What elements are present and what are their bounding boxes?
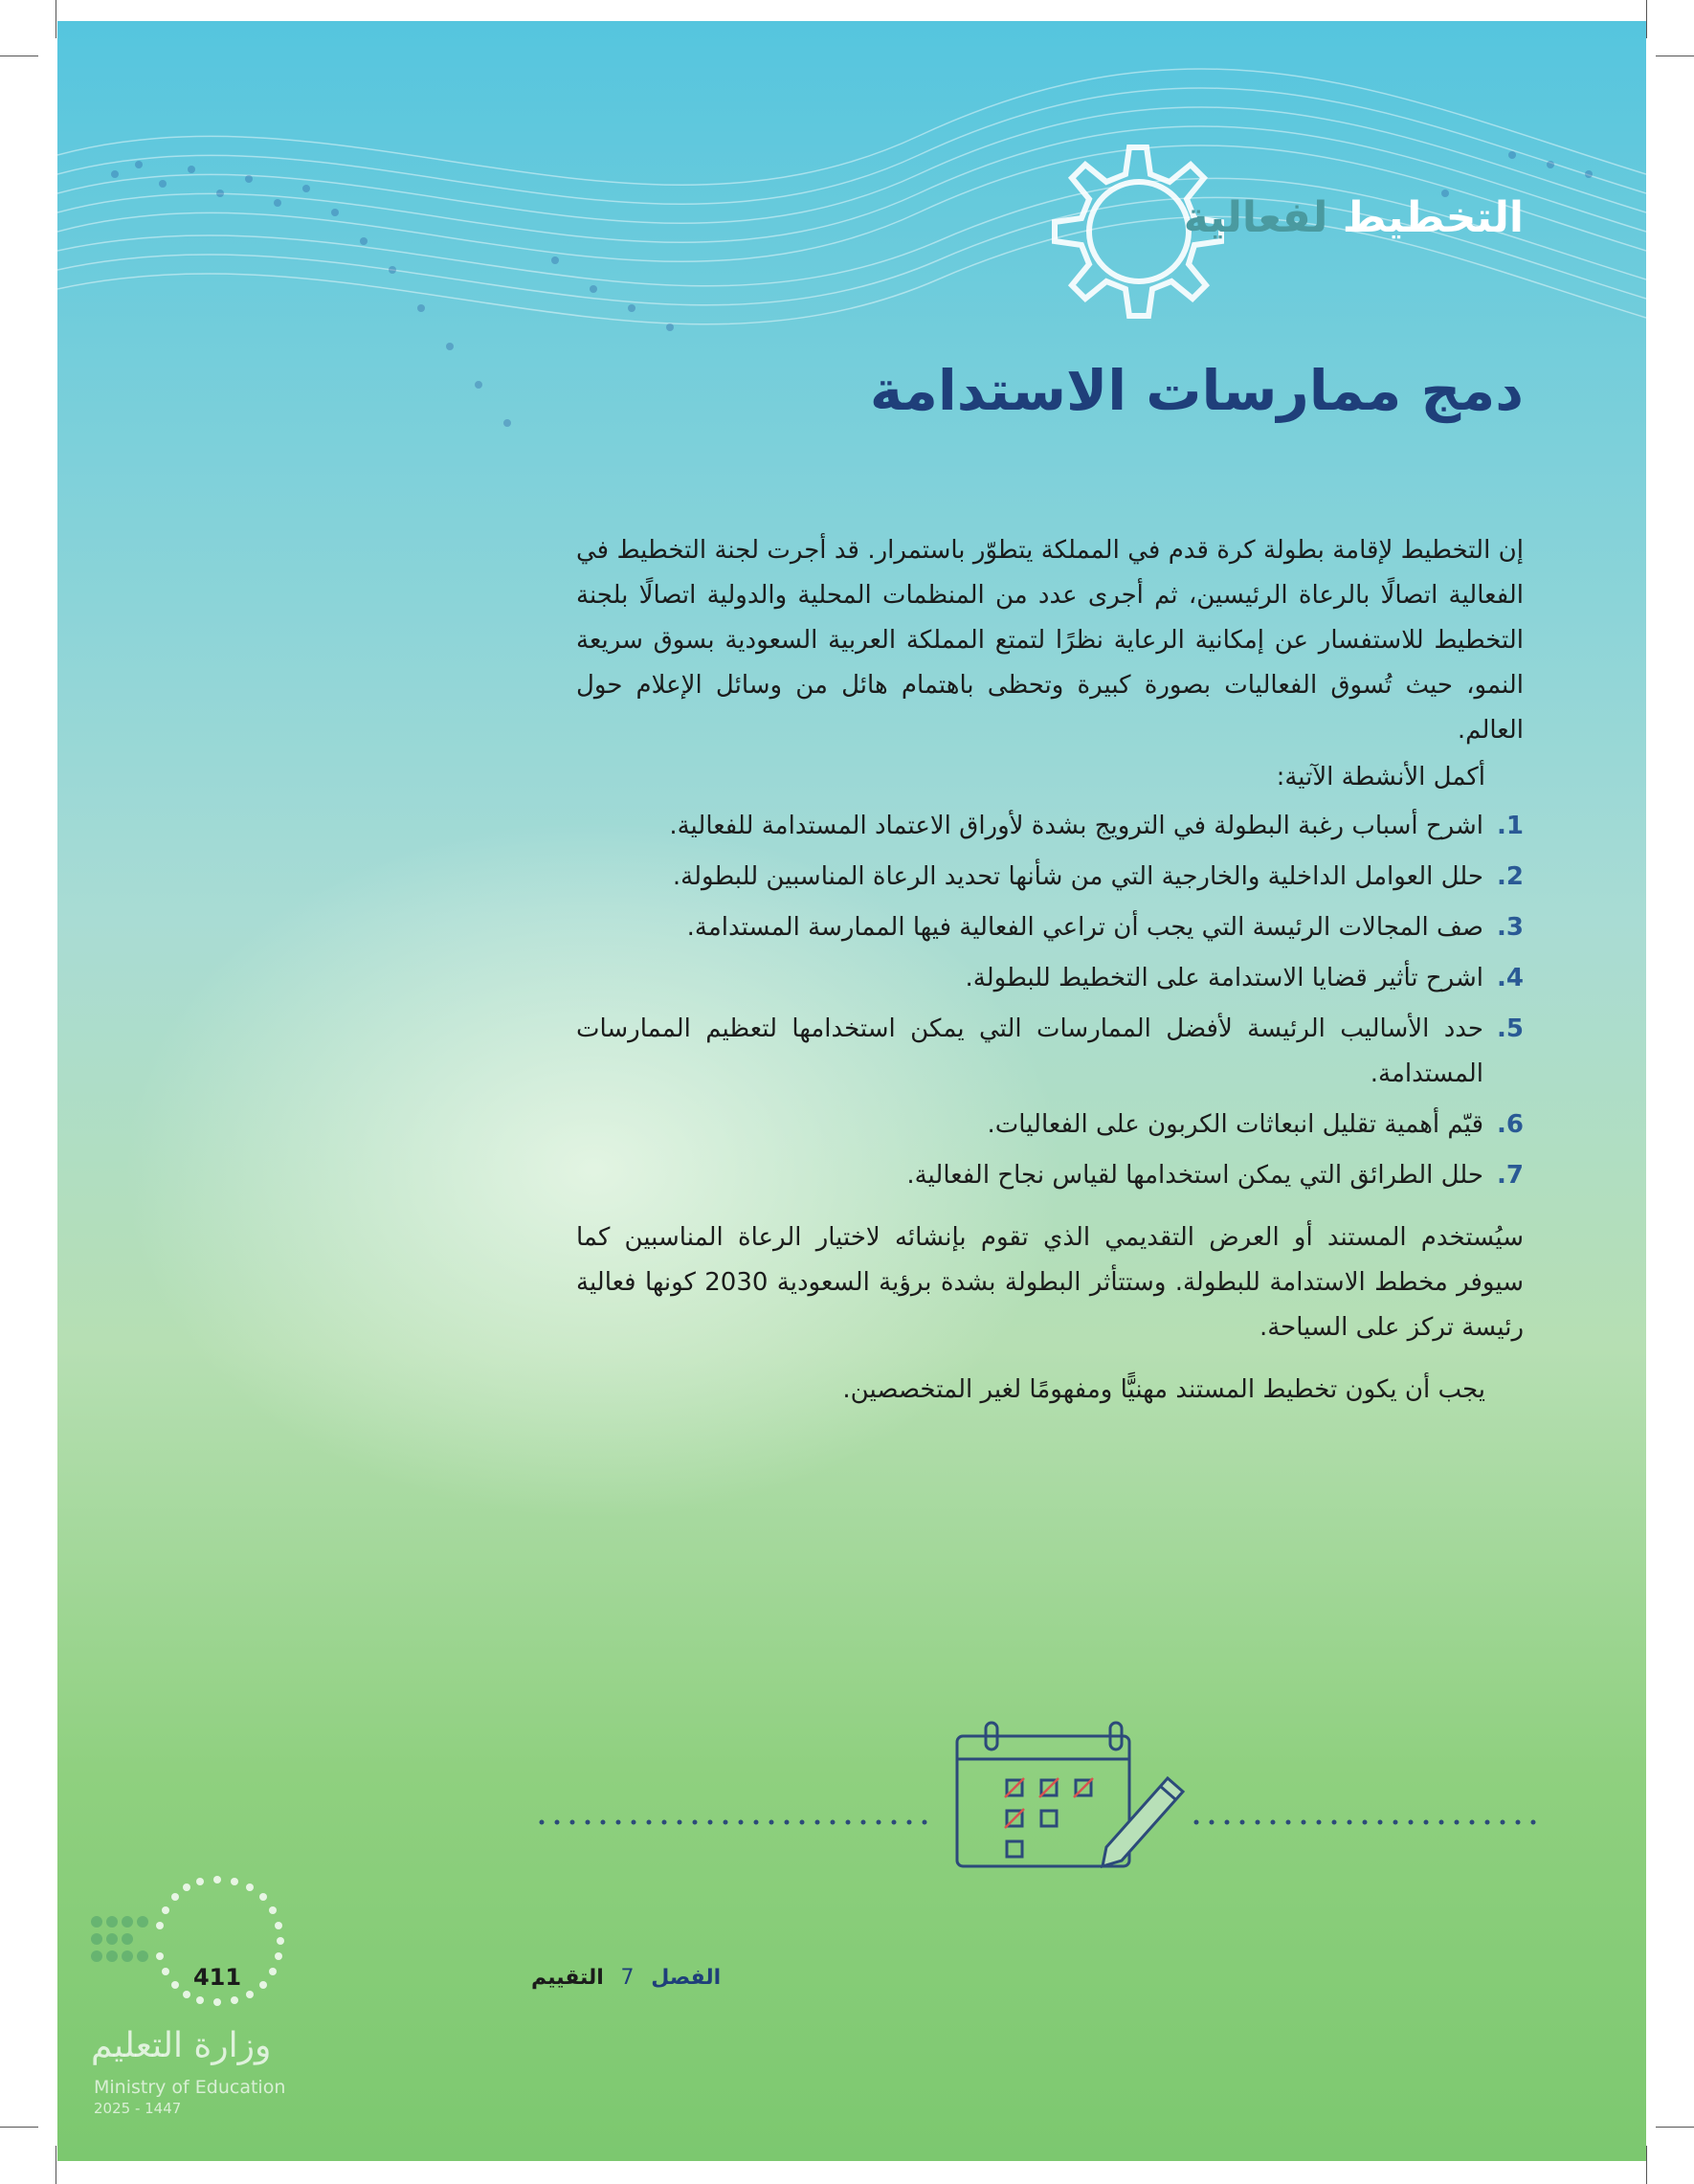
crop-mark bbox=[1656, 2127, 1694, 2128]
item-text: صف المجالات الرئيسة التي يجب أن تراعي الفعالية فيها الممارسة المستدامة. bbox=[686, 913, 1483, 942]
page-number: 411 bbox=[192, 1964, 242, 1991]
logo-year-text: 2025 - 1447 bbox=[94, 2100, 182, 2117]
header-title-main: التخطيط bbox=[1342, 193, 1524, 242]
item-number: 7. bbox=[1497, 1161, 1524, 1190]
header-title bbox=[1184, 193, 1524, 242]
footer-chapter bbox=[531, 1966, 721, 1990]
intro-paragraph: إن التخطيط لإقامة بطولة كرة قدم في المملكة يتطوّر باستمرار. قد أجرت لجنة التخطيط في الفعالية اتصالًا بالرعاة الرئيسين، ثم أجرى عدد من المنظمات المحلية والدولية اتصالًا بلجنة التخطيط للاستفسار عن إمكانية الرعاية نظرًا لتمتع المملكة العربية السعودية بسوق سريعة النمو، حيث تُسوق الفعاليات بصورة كبيرة وتحظى باهتمام هائل من وسائل الإعلام حول العالم. bbox=[576, 536, 1524, 745]
list-item bbox=[576, 855, 1524, 900]
note-paragraph: يجب أن يكون تخطيط المستند مهنيًّا ومفهومًا لغير المتخصصين. bbox=[842, 1375, 1485, 1404]
item-text: حدد الأساليب الرئيسة لأفضل الممارسات التي يمكن استخدامها لتعظيم الممارسات المستدامة. bbox=[576, 1014, 1483, 1088]
crop-mark bbox=[1646, 0, 1647, 38]
crop-mark bbox=[0, 2127, 38, 2128]
list-item bbox=[576, 1007, 1524, 1097]
ministry-logo-icon bbox=[81, 1868, 292, 2031]
divider bbox=[536, 1686, 1550, 1878]
activities-list bbox=[576, 804, 1524, 1198]
chapter-label: الفصل bbox=[651, 1966, 722, 1990]
logo-arabic-text: وزارة التعليم bbox=[91, 2026, 272, 2065]
list-item bbox=[576, 956, 1524, 1001]
header-title-accent: لفعالية bbox=[1183, 193, 1328, 242]
item-number: 4. bbox=[1497, 964, 1524, 992]
item-text: اشرح تأثير قضايا الاستدامة على التخطيط للبطولة. bbox=[965, 964, 1483, 992]
crop-mark bbox=[1646, 2146, 1647, 2184]
chapter-topic: التقييم bbox=[531, 1966, 604, 1990]
item-number: 3. bbox=[1497, 913, 1524, 942]
page bbox=[57, 21, 1646, 2161]
item-text: قيّم أهمية تقليل انبعاثات الكربون على الفعاليات. bbox=[987, 1110, 1483, 1139]
closing-paragraph: سيُستخدم المستند أو العرض التقديمي الذي تقوم بإنشائه لاختيار الرعاة المناسبين كما سيوفر مخطط الاستدامة للبطولة. وستتأثر البطولة بشدة برؤية السعودية 2030 كونها فعالية رئيسة تركز على السياحة. bbox=[576, 1223, 1524, 1342]
item-number: 1. bbox=[1497, 812, 1524, 840]
item-number: 6. bbox=[1497, 1110, 1524, 1139]
gear-icon bbox=[1005, 126, 1254, 375]
logo-english-text: Ministry of Education bbox=[94, 2077, 286, 2098]
chapter-number: 7 bbox=[620, 1966, 635, 1990]
item-number: 2. bbox=[1497, 862, 1524, 891]
content bbox=[576, 528, 1524, 1413]
list-item bbox=[576, 905, 1524, 950]
calendar-pencil-icon bbox=[957, 1723, 1183, 1866]
item-text: حلل العوامل الداخلية والخارجية التي من شأنها تحديد الرعاة المناسبين للبطولة. bbox=[672, 862, 1483, 891]
list-item bbox=[576, 1153, 1524, 1198]
list-item bbox=[576, 804, 1524, 849]
list-item bbox=[576, 1103, 1524, 1148]
item-text: اشرح أسباب رغبة البطولة في الترويج بشدة لأوراق الاعتماد المستدامة للفعالية. bbox=[669, 812, 1483, 840]
item-text: حلل الطرائق التي يمكن استخدامها لقياس نجاح الفعالية. bbox=[906, 1161, 1483, 1190]
instruction: أكمل الأنشطة الآتية: bbox=[1276, 763, 1485, 791]
section-title: دمج ممارسات الاستدامة bbox=[869, 358, 1524, 423]
item-number: 5. bbox=[1497, 1014, 1524, 1043]
